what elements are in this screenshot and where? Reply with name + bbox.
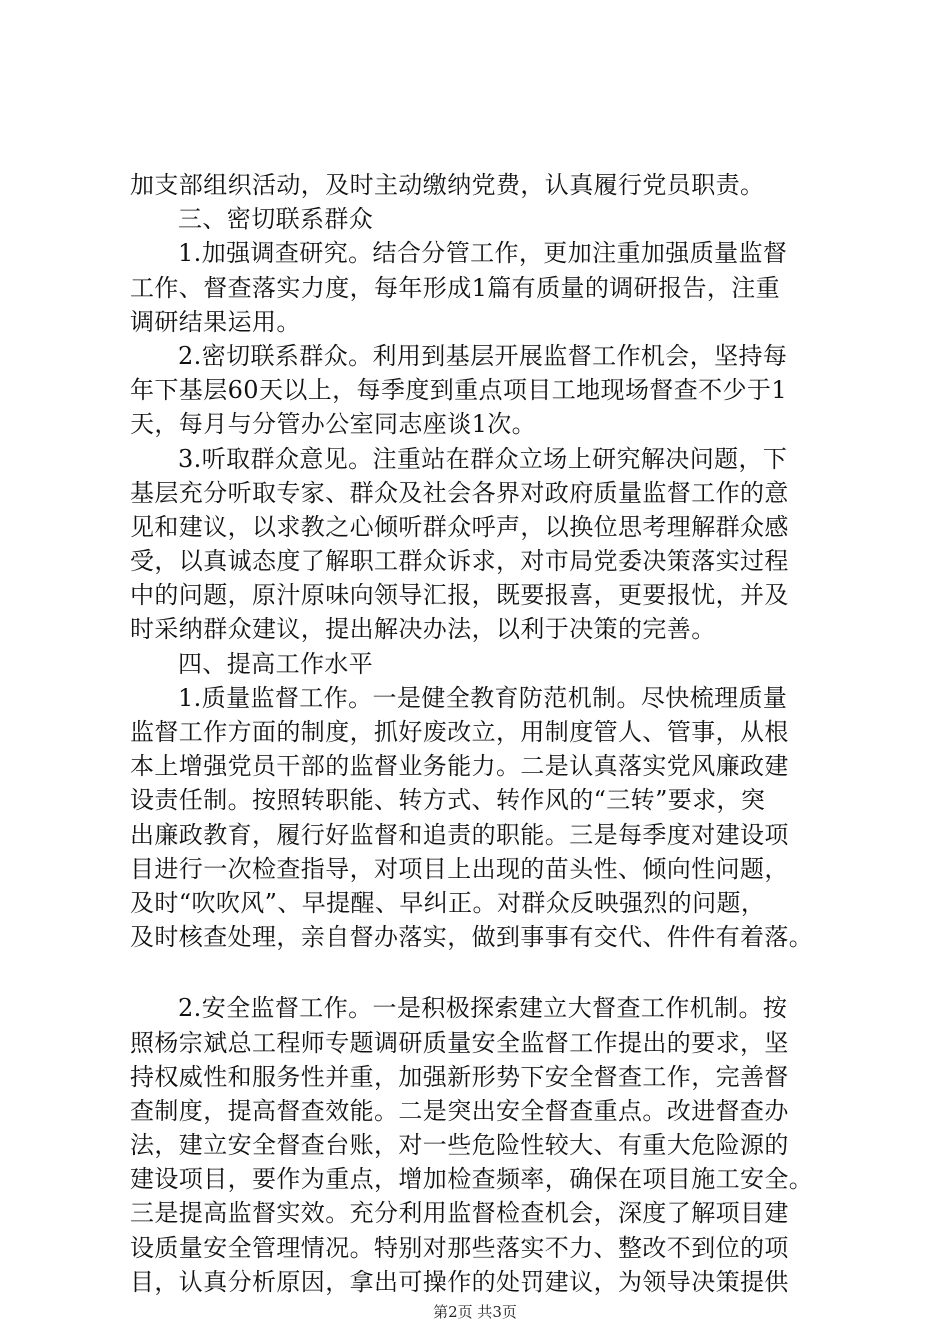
text-line: 照杨宗斌总工程师专题调研质量安全监督工作提出的要求，坚 [130,1028,789,1057]
text-line: 出廉政教育，履行好监督和追责的职能。三是每季度对建设项 [130,820,789,849]
text-line: 四、提高工作水平 [178,649,374,678]
page-footer: 第2页 共3页 [433,1303,517,1321]
body-text [130,168,842,1299]
text-line: 设责任制。按照转职能、转方式、转作风的“三转”要求，突 [130,786,766,815]
text-line: 基层充分听取专家、群众及社会各界对政府质量监督工作的意 [130,478,789,507]
text-line: 三、密切联系群众 [178,205,374,234]
text-line: 2.密切联系群众。利用到基层开展监督工作机会，坚持每 [178,341,788,370]
text-line: 1.加强调查研究。结合分管工作，更加注重加强质量监督 [178,239,788,268]
text-line: 调研结果运用。 [130,307,301,336]
text-line: 查制度，提高督查效能。二是突出安全督查重点。改进督查办 [130,1096,789,1125]
text-line: 法，建立安全督查台账，对一些危险性较大、有重大危险源的 [130,1131,789,1160]
text-line: 目，认真分析原因，拿出可操作的处罚建议，为领导决策提供 [130,1267,789,1296]
text-line: 建设项目，要作为重点，增加检查频率，确保在项目施工安全。 [130,1165,814,1194]
text-line: 中的问题，原汁原味向领导汇报，既要报喜，更要报忧，并及 [130,581,789,610]
text-line: 及时核查处理，亲自督办落实，做到事事有交代、件件有着落。 [130,923,814,952]
text-line: 3.听取群众意见。注重站在群众立场上研究解决问题，下 [178,444,788,473]
text-line: 三是提高监督实效。充分利用监督检查机会，深度了解项目建 [130,1199,789,1228]
text-line: 见和建议，以求教之心倾听群众呼声，以换位思考理解群众感 [130,512,789,541]
text-line: 本上增强党员干部的监督业务能力。二是认真落实党风廉政建 [130,752,789,781]
text-line: 目进行一次检查指导，对项目上出现的苗头性、倾向性问题， [130,854,789,883]
text-line: 1.质量监督工作。一是健全教育防范机制。尽快梳理质量 [178,683,788,712]
text-line: 工作、督查落实力度，每年形成1篇有质量的调研报告，注重 [130,273,781,302]
text-line: 监督工作方面的制度，抓好废改立，用制度管人、管事，从根 [130,718,789,746]
text-line: 设质量安全管理情况。特别对那些落实不力、整改不到位的项 [130,1233,789,1262]
text-line: 持权威性和服务性并重，加强新形势下安全督查工作，完善督 [130,1062,789,1091]
text-line: 及时“吹吹风”、早提醒、早纠正。对群众反映强烈的问题， [130,888,766,917]
paragraph-gap [130,954,842,991]
text-line: 天，每月与分管办公室同志座谈1次。 [130,410,537,439]
text-line: 年下基层60天以上，每季度到重点项目工地现场督查不少于1 [130,376,788,405]
text-line: 加支部组织活动，及时主动缴纳党费，认真履行党员职责。 [130,171,765,199]
text-line: 2.安全监督工作。一是积极探索建立大督查工作机制。按 [178,994,788,1023]
text-line: 时采纳群众建议，提出解决办法，以利于决策的完善。 [130,615,716,644]
text-line: 受，以真诚态度了解职工群众诉求，对市局党委决策落实过程 [130,547,789,576]
